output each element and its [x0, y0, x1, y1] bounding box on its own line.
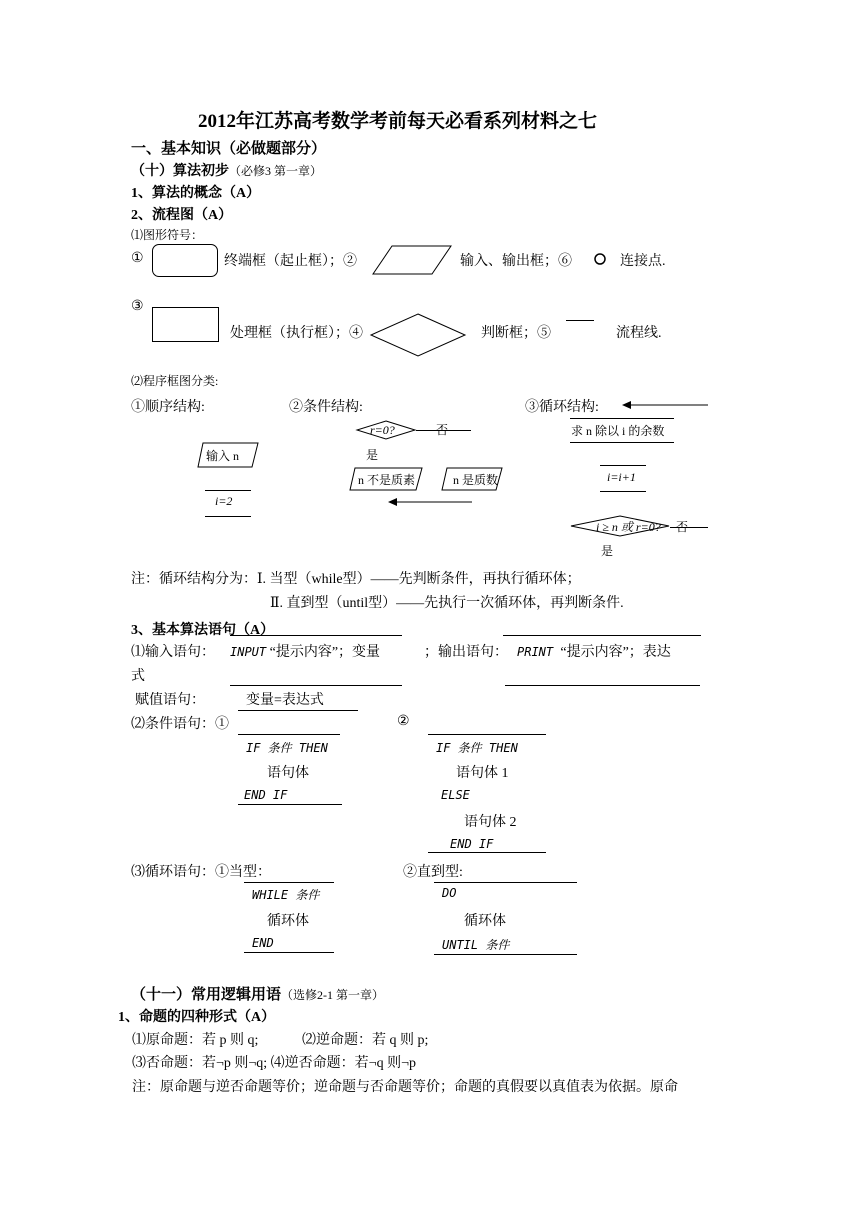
loop-note-line2: Ⅱ. 直到型（until型）——先执行一次循环体，再判断条件.: [270, 596, 624, 611]
prop-converse: ⑵逆命题：若 q 则 p;: [302, 1033, 429, 1048]
input-stmt-code: [230, 641, 380, 661]
section-heading-basic: 一、基本知识（必做题部分）: [131, 141, 327, 157]
loop-stmt-label: ⑶循环语句：①当型：: [131, 865, 271, 880]
prop-heading: 1、命题的四种形式（A）: [118, 1010, 276, 1025]
flowline-symbol: [566, 320, 594, 321]
loop-test-text: i ≥ n 或 r=0?: [596, 520, 661, 534]
wend-line: END: [252, 936, 274, 950]
shapes-intro: ⑴图形符号：: [131, 228, 204, 242]
while-keyword: WHILE 条件: [252, 888, 320, 902]
terminal-box-symbol: [152, 244, 218, 277]
if2-line: IF 条件 THEN: [436, 741, 518, 755]
item-flowchart: 2、流程图（A）: [131, 208, 233, 223]
flowline-label: 流程线.: [616, 326, 662, 341]
while-top-line: [244, 882, 334, 883]
while-line: [252, 886, 319, 904]
item-statements: 3、基本算法语句（A）: [131, 623, 275, 638]
algorithm-heading-note: （必修3 第一章）: [229, 164, 323, 178]
do-top-line: [434, 882, 577, 883]
if2-body2: 语句体 2: [464, 815, 517, 830]
output-stmt-keyword: PRINT: [517, 645, 561, 659]
input-stmt-bottom-line: [230, 685, 402, 686]
loop-yes-label: 是: [601, 544, 614, 558]
loop-note-line1: 注：循环结构分为：Ⅰ. 当型（while型）——先判断条件，再执行循环体；: [131, 572, 581, 587]
assign-stmt-code: 变量=表达式: [246, 693, 324, 708]
cond-stmt-n2: ②: [397, 714, 410, 729]
connector-label: 连接点.: [620, 254, 666, 269]
if1-line: IF 条件 THEN: [246, 741, 328, 755]
while-body: 循环体: [267, 914, 309, 929]
loop-back-arrow: [622, 400, 708, 410]
cond-right-text: n 是质数: [453, 473, 499, 487]
if2-bottom-line: [428, 852, 546, 853]
input-stmt-keyword: INPUT: [230, 645, 267, 659]
output-stmt-rest-text: “提示内容”；表达: [560, 645, 671, 660]
output-stmt-label: ；输出语句：: [424, 645, 508, 660]
cond-left-text: n 不是质素: [358, 473, 416, 487]
terminal-label: 终端框（起止框）；②: [224, 254, 357, 269]
num-3: ③: [131, 299, 144, 314]
seq-assign-bottom-line: [205, 516, 251, 517]
num-1: ①: [131, 251, 144, 266]
seq-input-text: 输入 n: [206, 449, 240, 463]
loop-body-bottom-line: [570, 442, 674, 443]
page-title: 2012年江苏高考数学考前每天必看系列材料之七: [198, 111, 598, 132]
endif2-line: END IF: [450, 837, 494, 851]
prop-note: 注：原命题与逆否命题等价；逆命题与否命题等价；命题的真假要以真值表为依据。原命: [132, 1080, 678, 1095]
io-parallelogram-symbol: [372, 245, 452, 275]
assign-stmt-bottom-line: [238, 710, 358, 711]
input-stmt-rest: “提示内容”；变量: [269, 645, 381, 660]
cond-stmt-label: ⑵条件语句：①: [131, 717, 229, 732]
loop-stmt-n2: ②直到型:: [403, 865, 463, 880]
connector-circle-symbol: [593, 252, 607, 266]
cond-no-label: 否: [436, 423, 449, 437]
input-stmt-top-line: [230, 635, 402, 636]
do-body: 循环体: [464, 914, 506, 929]
input-stmt-label: ⑴输入语句：: [131, 645, 215, 660]
prop-inverse-contrapositive: ⑶否命题：若¬p 则¬q; ⑷逆否命题：若¬q 则¬p: [132, 1056, 416, 1071]
loop-body-text: 求 n 除以 i 的余数: [571, 424, 665, 438]
decision-diamond-symbol: [370, 313, 466, 357]
if1-body: 语句体: [267, 766, 309, 781]
until-line: UNTIL 条件: [442, 938, 510, 952]
output-stmt-bottom-line: [505, 685, 700, 686]
else-line: ELSE: [441, 788, 470, 802]
if1-bottom-line: [238, 804, 342, 805]
seq-assign-top-line: [205, 490, 251, 491]
loop-no-label: 否: [676, 520, 689, 534]
assign-stmt-label: 赋值语句：: [135, 693, 205, 708]
endif1-line: END IF: [244, 788, 288, 802]
logic-heading-note: （选修2-1 第一章）: [281, 988, 385, 1002]
seq-assign-text: i=2: [215, 494, 233, 508]
output-stmt-code: [517, 641, 671, 661]
section-heading-algorithm: [131, 160, 322, 180]
item-algorithm-concept: 1、算法的概念（A）: [131, 186, 261, 201]
decision-label: 判断框；⑤: [481, 326, 551, 341]
algorithm-heading-text: （十）算法初步: [131, 164, 229, 179]
process-label: 处理框（执行框）；④: [230, 326, 363, 341]
cond-test-text: r=0?: [370, 423, 395, 437]
if2-top-line: [428, 734, 546, 735]
sequence-structure-label: ①顺序结构:: [131, 400, 205, 415]
do-bottom-line: [434, 954, 577, 955]
cond-merge-arrow: [388, 497, 472, 507]
output-stmt-rest: [517, 645, 671, 660]
logic-heading-text: （十一）常用逻辑用语: [131, 987, 282, 1003]
loop-incr-text: i=i+1: [607, 470, 636, 484]
output-stmt-top-line: [503, 635, 701, 636]
output-stmt-wrap: 式: [131, 669, 145, 684]
if1-top-line: [238, 734, 340, 735]
loop-incr-bottom-line: [600, 491, 646, 492]
classify-intro: ⑵程序框图分类:: [131, 374, 219, 388]
loop-body-top-line: [570, 418, 674, 419]
section-heading-logic: [131, 983, 384, 1004]
loop-incr-top-line: [600, 465, 646, 466]
do-line: DO: [442, 886, 457, 900]
while-bottom-line: [244, 952, 334, 953]
io-label: 输入、输出框；⑥: [460, 254, 572, 269]
cond-yes-label: 是: [366, 448, 379, 462]
condition-structure-label: ②条件结构:: [289, 400, 363, 415]
prop-original: ⑴原命题：若 p 则 q;: [132, 1033, 259, 1048]
loop-structure-label: ③循环结构:: [525, 400, 599, 415]
process-box-symbol: [152, 307, 219, 342]
if2-body1: 语句体 1: [456, 766, 509, 781]
